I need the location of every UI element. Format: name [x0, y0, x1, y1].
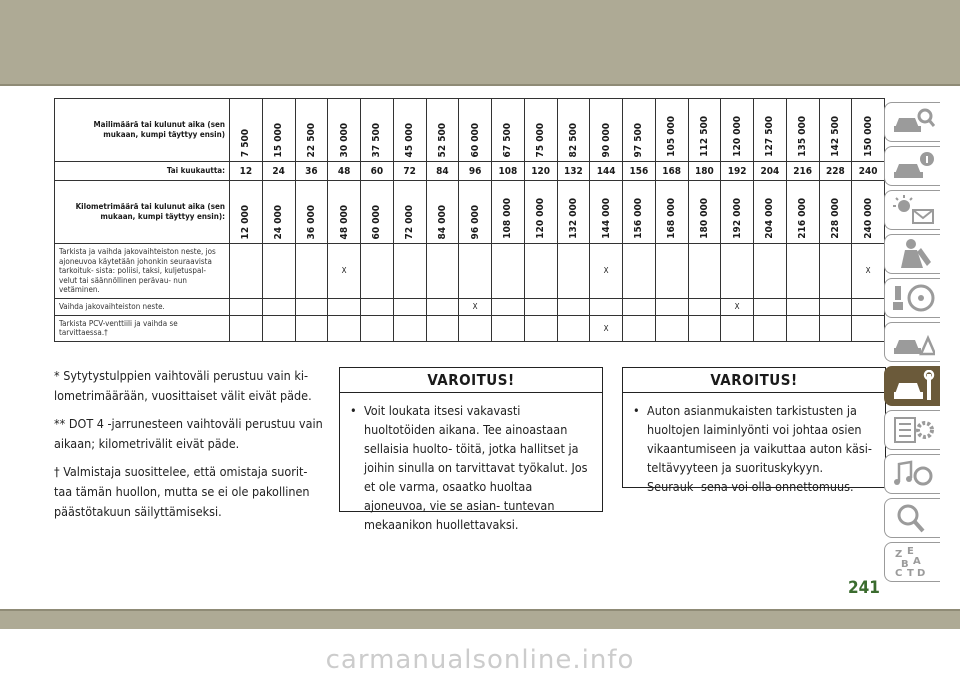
- km-value: 72 000: [404, 204, 416, 239]
- task-mark: [361, 244, 394, 299]
- task-label: Tarkista PCV-venttiili ja vaihda se tarvittaessa.†: [55, 315, 230, 341]
- miles-value: 7 500: [240, 128, 252, 157]
- search-icon: [891, 502, 935, 534]
- task-mark: [393, 244, 426, 299]
- task-mark: [819, 298, 852, 315]
- tab-warning-car[interactable]: [884, 322, 940, 362]
- row-label: Tai kuukautta:: [55, 162, 230, 181]
- task-mark: [524, 315, 557, 341]
- task-mark: [524, 298, 557, 315]
- km-value: 36 000: [305, 204, 317, 239]
- km-value: 156 000: [633, 198, 645, 239]
- svg-text:A: A: [913, 556, 921, 567]
- months-cell: 144: [590, 162, 623, 181]
- months-cell: 216: [786, 162, 819, 181]
- km-value: 24 000: [273, 204, 285, 239]
- row-km: [55, 181, 885, 244]
- months-cell: 24: [262, 162, 295, 181]
- miles-value: 90 000: [600, 122, 612, 157]
- bullet: •: [350, 403, 357, 418]
- bottom-band: [0, 611, 960, 629]
- task-mark: [754, 244, 787, 299]
- task-row: [55, 315, 885, 341]
- task-mark: X: [459, 298, 492, 315]
- miles-value: 120 000: [731, 116, 743, 157]
- km-value: 84 000: [436, 204, 448, 239]
- task-mark: [623, 315, 656, 341]
- task-mark: [721, 244, 754, 299]
- km-cell: [688, 181, 721, 244]
- index-letters-icon: [891, 546, 935, 578]
- miles-value: 15 000: [273, 122, 285, 157]
- task-mark: [688, 298, 721, 315]
- km-value: 168 000: [666, 198, 678, 239]
- miles-value: 105 000: [666, 116, 678, 157]
- months-cell: 168: [655, 162, 688, 181]
- task-mark: [230, 298, 263, 315]
- km-cell: [819, 181, 852, 244]
- km-cell: [393, 181, 426, 244]
- task-mark: [590, 298, 623, 315]
- task-mark: [819, 315, 852, 341]
- km-cell: [623, 181, 656, 244]
- tab-index[interactable]: [884, 542, 940, 582]
- tab-music-nav[interactable]: [884, 454, 940, 494]
- km-cell: [557, 181, 590, 244]
- km-cell: [361, 181, 394, 244]
- miles-value: 142 500: [829, 116, 841, 157]
- person-safety-icon: [891, 238, 935, 270]
- months-cell: 72: [393, 162, 426, 181]
- km-value: 48 000: [338, 204, 350, 239]
- km-value: 240 000: [862, 198, 874, 239]
- miles-value: 45 000: [404, 122, 416, 157]
- tab-car-search[interactable]: [884, 102, 940, 142]
- task-mark: [230, 315, 263, 341]
- km-cell: [754, 181, 787, 244]
- top-band-line: [0, 84, 960, 86]
- task-mark: [688, 244, 721, 299]
- km-value: 96 000: [469, 204, 481, 239]
- task-mark: [721, 315, 754, 341]
- tab-search[interactable]: [884, 498, 940, 538]
- task-mark: [295, 244, 328, 299]
- warning-car-icon: [891, 326, 935, 358]
- task-mark: [786, 315, 819, 341]
- km-cell: [655, 181, 688, 244]
- tab-car-info[interactable]: [884, 146, 940, 186]
- months-cell: 12: [230, 162, 263, 181]
- km-cell: [590, 181, 623, 244]
- km-cell: [459, 181, 492, 244]
- task-mark: [262, 298, 295, 315]
- months-cell: 108: [492, 162, 525, 181]
- task-mark: [361, 298, 394, 315]
- steering-icon: [891, 282, 935, 314]
- months-cell: 60: [361, 162, 394, 181]
- miles-cell: [524, 99, 557, 162]
- tab-lights-mail[interactable]: [884, 190, 940, 230]
- row-miles: [55, 99, 885, 162]
- task-label: Tarkista ja vaihda jakovaihteiston neste, jos ajoneuvoa käytetään johonkin seuraavista tarkoituk- sista: poliisi, taksi, kuljetuspal- velut tai säännöllinen perävau- nun vetäminen.: [55, 244, 230, 299]
- miles-cell: [655, 99, 688, 162]
- km-cell: [524, 181, 557, 244]
- miles-value: 52 500: [436, 122, 448, 157]
- task-mark: [492, 298, 525, 315]
- months-cell: 156: [623, 162, 656, 181]
- miles-cell: [230, 99, 263, 162]
- months-cell: 132: [557, 162, 590, 181]
- miles-cell: [295, 99, 328, 162]
- task-mark: [262, 315, 295, 341]
- task-mark: [426, 298, 459, 315]
- task-mark: [230, 244, 263, 299]
- task-mark: X: [721, 298, 754, 315]
- tab-car-wrench[interactable]: [884, 366, 940, 406]
- km-cell: [492, 181, 525, 244]
- task-mark: [819, 244, 852, 299]
- specs-gear-icon: [891, 414, 935, 446]
- miles-cell: [754, 99, 787, 162]
- miles-cell: [688, 99, 721, 162]
- task-mark: [754, 315, 787, 341]
- task-mark: [393, 315, 426, 341]
- task-mark: [655, 244, 688, 299]
- task-label: Vaihda jakovaihteiston neste.: [55, 298, 230, 315]
- months-cell: 48: [328, 162, 361, 181]
- footnote-owner-service: † Valmistaja suosittelee, että omistaja suorit- taa tämän huollon, mutta se ei ole pakollinen päästötakuun säilyttämiseksi.: [54, 464, 310, 519]
- task-mark: [786, 298, 819, 315]
- task-mark: [557, 315, 590, 341]
- task-mark: [623, 298, 656, 315]
- task-row: [55, 298, 885, 315]
- months-cell: 240: [852, 162, 885, 181]
- task-mark: [557, 244, 590, 299]
- top-band: [0, 0, 960, 84]
- miles-cell: [721, 99, 754, 162]
- svg-text:C: C: [895, 568, 903, 578]
- task-mark: [328, 298, 361, 315]
- months-cell: 96: [459, 162, 492, 181]
- km-value: 132 000: [567, 198, 579, 239]
- months-cell: 228: [819, 162, 852, 181]
- task-mark: [492, 315, 525, 341]
- warning-title: VAROITUS!: [623, 368, 885, 393]
- months-cell: 84: [426, 162, 459, 181]
- months-cell: 204: [754, 162, 787, 181]
- warning-text: Voit loukata itsesi vakavasti huoltotöiden aikana. Tee ainoastaan sellaisia huolto- töitä, jotka hallitset ja joihin sinulla on tarvittavat työkalut. Jos et ole varma, osaatko huoltaa ajoneuvoa, vie se asian- tuntevan mekaanikon huollettavaksi.: [364, 403, 588, 532]
- months-cell: 36: [295, 162, 328, 181]
- bullet: •: [633, 403, 640, 418]
- task-mark: [754, 298, 787, 315]
- task-mark: [492, 244, 525, 299]
- footnote-brake-fluid: ** DOT 4 -jarrunesteen vaihtoväli perustuu vain aikaan; kilometrivälit eivät päde.: [54, 416, 323, 451]
- km-value: 192 000: [731, 198, 743, 239]
- task-mark: [328, 315, 361, 341]
- lights-mail-icon: [891, 194, 935, 226]
- svg-text:E: E: [907, 546, 914, 557]
- miles-cell: [590, 99, 623, 162]
- tab-person-safety[interactable]: [884, 234, 940, 274]
- car-wrench-icon: [891, 370, 935, 402]
- km-cell: [295, 181, 328, 244]
- warning-title: VAROITUS!: [340, 368, 602, 393]
- miles-cell: [492, 99, 525, 162]
- km-value: 228 000: [829, 198, 841, 239]
- miles-value: 60 000: [469, 122, 481, 157]
- svg-text:B: B: [901, 559, 909, 570]
- miles-value: 97 500: [633, 122, 645, 157]
- task-mark: X: [328, 244, 361, 299]
- task-mark: X: [590, 315, 623, 341]
- miles-cell: [786, 99, 819, 162]
- miles-value: 150 000: [862, 116, 874, 157]
- task-mark: [852, 298, 885, 315]
- row-label: Kilometrimäärä tai kulunut aika (sen mukaan, kumpi täyttyy ensin):: [55, 181, 230, 244]
- footnote-spark-plugs: * Sytytystulppien vaihtoväli perustuu vain ki- lometrimäärään, vuosittaiset välit eivät päde.: [54, 368, 312, 403]
- svg-text:D: D: [917, 568, 926, 578]
- km-cell: [230, 181, 263, 244]
- task-mark: [262, 244, 295, 299]
- miles-cell: [328, 99, 361, 162]
- km-cell: [852, 181, 885, 244]
- page-number: 241: [848, 578, 880, 598]
- task-mark: [655, 298, 688, 315]
- miles-cell: [819, 99, 852, 162]
- months-cell: 192: [721, 162, 754, 181]
- tab-specs[interactable]: [884, 410, 940, 450]
- row-months: [55, 162, 885, 181]
- task-mark: [426, 315, 459, 341]
- task-mark: [623, 244, 656, 299]
- miles-cell: [262, 99, 295, 162]
- miles-cell: [361, 99, 394, 162]
- miles-value: 22 500: [305, 122, 317, 157]
- km-cell: [786, 181, 819, 244]
- warning-text: Auton asianmukaisten tarkistusten ja huoltojen laiminlyönti voi johtaa osien vikaantumiseen ja vaikuttaa auton käsi- teltävyyteen ja suorituskykyyn. Seurauk- sena voi olla onnettomuus.: [647, 403, 872, 494]
- miles-cell: [623, 99, 656, 162]
- km-value: 108 000: [502, 198, 514, 239]
- miles-value: 37 500: [371, 122, 383, 157]
- miles-value: 135 000: [797, 116, 809, 157]
- miles-value: 30 000: [338, 122, 350, 157]
- km-value: 12 000: [240, 204, 252, 239]
- warning-box-2: [622, 367, 886, 494]
- km-cell: [426, 181, 459, 244]
- miles-cell: [426, 99, 459, 162]
- km-value: 144 000: [600, 198, 612, 239]
- task-mark: [688, 315, 721, 341]
- task-mark: [426, 244, 459, 299]
- task-mark: [852, 315, 885, 341]
- task-mark: [361, 315, 394, 341]
- km-value: 120 000: [535, 198, 547, 239]
- maintenance-schedule-table: [54, 98, 885, 342]
- task-mark: [655, 315, 688, 341]
- miles-value: 82 500: [567, 122, 579, 157]
- car-info-icon: [891, 150, 935, 182]
- miles-cell: [393, 99, 426, 162]
- miles-value: 112 500: [698, 116, 710, 157]
- km-cell: [721, 181, 754, 244]
- task-mark: X: [852, 244, 885, 299]
- km-cell: [262, 181, 295, 244]
- task-mark: [459, 244, 492, 299]
- miles-value: 75 000: [535, 122, 547, 157]
- km-value: 180 000: [698, 198, 710, 239]
- task-mark: [786, 244, 819, 299]
- miles-cell: [852, 99, 885, 162]
- km-value: 216 000: [797, 198, 809, 239]
- watermark: carmanualsonline.info: [325, 645, 635, 675]
- miles-cell: [459, 99, 492, 162]
- task-mark: [393, 298, 426, 315]
- task-mark: [295, 315, 328, 341]
- miles-value: 127 500: [764, 116, 776, 157]
- task-mark: X: [590, 244, 623, 299]
- months-cell: 180: [688, 162, 721, 181]
- miles-cell: [557, 99, 590, 162]
- row-label: Mailimäärä tai kulunut aika (sen mukaan, kumpi täyttyy ensin): [55, 99, 230, 162]
- music-nav-icon: [891, 458, 935, 490]
- km-value: 204 000: [764, 198, 776, 239]
- miles-value: 67 500: [502, 122, 514, 157]
- warning-box-1: [339, 367, 603, 532]
- task-mark: [295, 298, 328, 315]
- tab-steering[interactable]: [884, 278, 940, 318]
- task-mark: [459, 315, 492, 341]
- svg-text:T: T: [907, 568, 914, 578]
- svg-text:Z: Z: [895, 549, 903, 560]
- task-mark: [524, 244, 557, 299]
- km-cell: [328, 181, 361, 244]
- footnotes: [54, 366, 324, 530]
- car-search-icon: [891, 106, 935, 138]
- task-mark: [557, 298, 590, 315]
- task-row: [55, 244, 885, 299]
- km-value: 60 000: [371, 204, 383, 239]
- months-cell: 120: [524, 162, 557, 181]
